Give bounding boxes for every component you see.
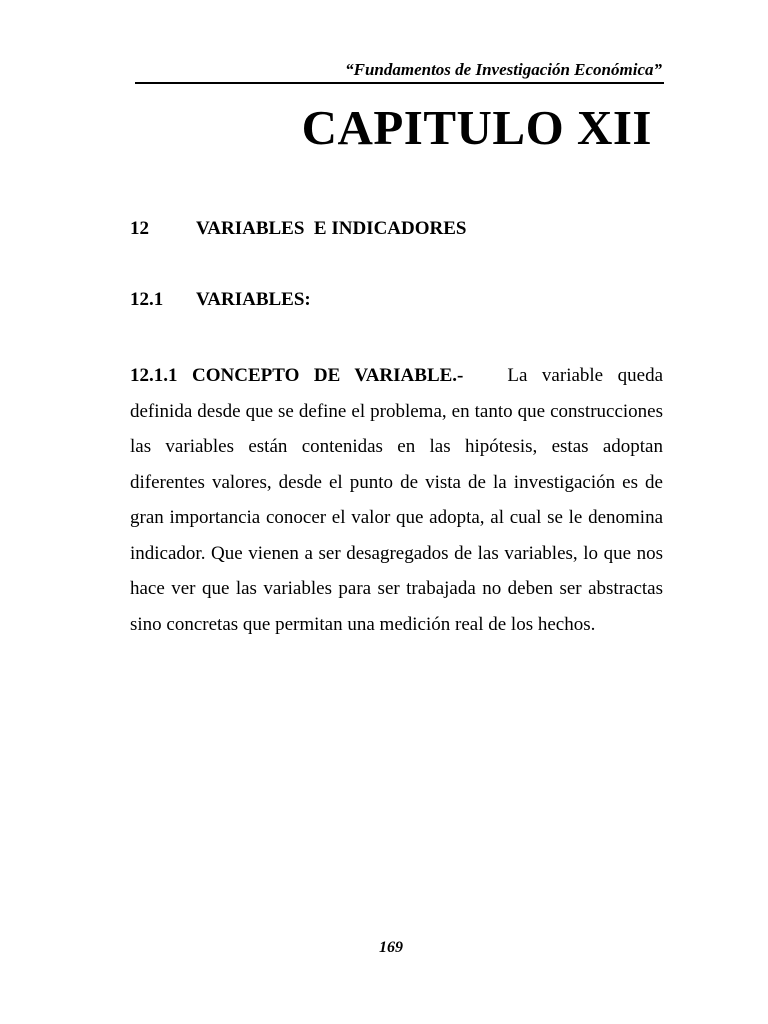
section-heading-12-1 <box>130 288 311 312</box>
paragraph-body: La variable queda definida desde que se define el problema, en tanto que construcciones las variables están contenidas en las hipótesis, estas adoptan diferentes valores, desde el punto de vista de la investigación es de gran importancia conocer el valor que adopta, al cual se le denomina indicador. Que vienen a ser desagregados de las variables, lo que nos hace ver que las variables para ser trabajada no deben ser abstractas sino concretas que permitan una medición real de los hechos. <box>130 365 664 635</box>
running-header: “Fundamentos de Investigación Económica” <box>345 60 662 79</box>
section-title: VARIABLES: <box>196 289 311 310</box>
chapter-title: CAPITULO XII <box>301 100 652 155</box>
header-rule <box>135 82 664 84</box>
page-number: 169 <box>379 939 403 956</box>
section-number: 12 <box>130 218 149 239</box>
concept-paragraph <box>130 358 663 642</box>
section-number: 12.1 <box>130 289 164 310</box>
section-title: VARIABLES E INDICADORES <box>196 218 467 239</box>
section-heading-12 <box>130 217 466 241</box>
subsection-heading: 12.1.1 CONCEPTO DE VARIABLE.- <box>130 365 464 386</box>
